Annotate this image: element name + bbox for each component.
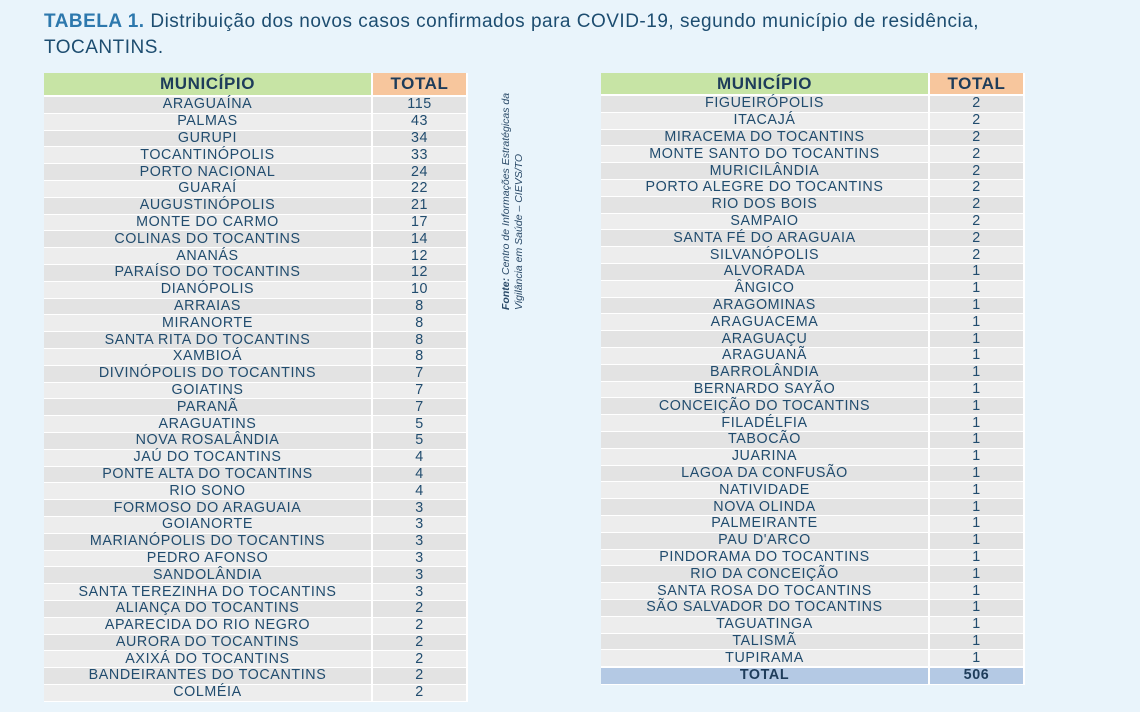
- total-cell: 1: [930, 634, 1025, 651]
- total-cell: 1: [930, 382, 1025, 399]
- total-cell: 3: [373, 500, 468, 517]
- table-row: [601, 482, 1025, 499]
- total-cell: 1: [930, 281, 1025, 298]
- table-row: [44, 97, 468, 114]
- table-row: [44, 349, 468, 366]
- table-row: [44, 215, 468, 232]
- municipio-cell: COLINAS DO TOCANTINS: [44, 231, 373, 248]
- total-cell: 1: [930, 432, 1025, 449]
- municipio-cell: ARAGUACEMA: [601, 314, 930, 331]
- total-cell: 1: [930, 314, 1025, 331]
- municipio-cell: SANTA RITA DO TOCANTINS: [44, 332, 373, 349]
- total-cell: 7: [373, 366, 468, 383]
- municipio-cell: ARRAIAS: [44, 299, 373, 316]
- municipio-cell: ITACAJÁ: [601, 113, 930, 130]
- total-cell: 1: [930, 466, 1025, 483]
- total-cell: 1: [930, 533, 1025, 550]
- total-cell: 33: [373, 147, 468, 164]
- total-cell: 2: [930, 146, 1025, 163]
- municipio-cell: MARIANÓPOLIS DO TOCANTINS: [44, 534, 373, 551]
- municipio-cell: ALIANÇA DO TOCANTINS: [44, 601, 373, 618]
- municipio-cell: ARAGUAÇU: [601, 331, 930, 348]
- total-cell: 2: [930, 113, 1025, 130]
- total-cell: 3: [373, 534, 468, 551]
- municipio-cell: PALMAS: [44, 114, 373, 131]
- table-row: [44, 315, 468, 332]
- total-cell: 2: [373, 635, 468, 652]
- table-row: [44, 114, 468, 131]
- total-cell: 21: [373, 198, 468, 215]
- total-cell: 1: [930, 415, 1025, 432]
- total-row: [601, 667, 1025, 685]
- source-text: Centro de Informações Estratégicas da Vigilância em Saúde – CIEVS/TO: [500, 92, 525, 310]
- municipio-cell: TALISMÃ: [601, 634, 930, 651]
- table-row: [601, 130, 1025, 147]
- municipio-cell: DIVINÓPOLIS DO TOCANTINS: [44, 366, 373, 383]
- total-cell: 12: [373, 248, 468, 265]
- table-row: [44, 651, 468, 668]
- table-row: [601, 634, 1025, 651]
- total-cell: 1: [930, 550, 1025, 567]
- table-row: [601, 449, 1025, 466]
- municipio-cell: SAMPAIO: [601, 214, 930, 231]
- table-row: [601, 264, 1025, 281]
- source-label: Fonte:: [500, 277, 512, 310]
- table-row: [601, 298, 1025, 315]
- total-cell: 2: [930, 230, 1025, 247]
- right-table-body: [601, 96, 1025, 667]
- table-row: [44, 433, 468, 450]
- total-cell: 8: [373, 315, 468, 332]
- municipio-cell: FORMOSO DO ARAGUAIA: [44, 500, 373, 517]
- municipio-cell: DIANÓPOLIS: [44, 282, 373, 299]
- table-row: [44, 450, 468, 467]
- municipio-cell: NOVA OLINDA: [601, 499, 930, 516]
- total-cell: 3: [373, 551, 468, 568]
- total-cell: 7: [373, 399, 468, 416]
- municipio-cell: PARAÍSO DO TOCANTINS: [44, 265, 373, 282]
- table-row: [601, 247, 1025, 264]
- municipio-cell: SANTA ROSA DO TOCANTINS: [601, 583, 930, 600]
- total-cell: 8: [373, 332, 468, 349]
- table-row: [601, 146, 1025, 163]
- table-row: [44, 299, 468, 316]
- table-row: [44, 198, 468, 215]
- total-cell: 2: [930, 163, 1025, 180]
- table-row: [601, 533, 1025, 550]
- total-cell: 1: [930, 499, 1025, 516]
- municipio-cell: SILVANÓPOLIS: [601, 247, 930, 264]
- table-row: [44, 517, 468, 534]
- table-title-tag: TABELA 1.: [44, 11, 145, 32]
- total-label: TOTAL: [601, 667, 930, 685]
- municipio-cell: PONTE ALTA DO TOCANTINS: [44, 467, 373, 484]
- table-row: [44, 383, 468, 400]
- table-row: [601, 550, 1025, 567]
- table-row: [44, 416, 468, 433]
- table-row: [44, 164, 468, 181]
- table-row: [44, 567, 468, 584]
- municipio-cell: ARAGUANÃ: [601, 348, 930, 365]
- table-row: [601, 230, 1025, 247]
- total-value: 506: [930, 667, 1025, 685]
- left-table-body: [44, 97, 468, 702]
- table-row: [44, 147, 468, 164]
- total-cell: 1: [930, 650, 1025, 667]
- total-cell: 7: [373, 383, 468, 400]
- left-table: [44, 73, 468, 702]
- table-row: [44, 668, 468, 685]
- header-municipio: MUNICÍPIO: [44, 73, 373, 97]
- table-row: [601, 650, 1025, 667]
- table-row: [601, 382, 1025, 399]
- total-cell: 8: [373, 349, 468, 366]
- municipio-cell: TAGUATINGA: [601, 617, 930, 634]
- municipio-cell: GOIATINS: [44, 383, 373, 400]
- municipio-cell: SÃO SALVADOR DO TOCANTINS: [601, 600, 930, 617]
- total-cell: 2: [930, 214, 1025, 231]
- total-cell: 4: [373, 483, 468, 500]
- table-row: [601, 163, 1025, 180]
- municipio-cell: PEDRO AFONSO: [44, 551, 373, 568]
- table-row: [44, 551, 468, 568]
- table-row: [44, 265, 468, 282]
- municipio-cell: ALVORADA: [601, 264, 930, 281]
- table-row: [44, 635, 468, 652]
- total-cell: 1: [930, 331, 1025, 348]
- total-cell: 43: [373, 114, 468, 131]
- table-row: [601, 96, 1025, 113]
- municipio-cell: FIGUEIRÓPOLIS: [601, 96, 930, 113]
- header-municipio: MUNICÍPIO: [601, 73, 930, 96]
- municipio-cell: RIO SONO: [44, 483, 373, 500]
- municipio-cell: TUPIRAMA: [601, 650, 930, 667]
- municipio-cell: MURICILÂNDIA: [601, 163, 930, 180]
- municipio-cell: CONCEIÇÃO DO TOCANTINS: [601, 398, 930, 415]
- table-row: [44, 248, 468, 265]
- table-row: [601, 197, 1025, 214]
- total-cell: 1: [930, 583, 1025, 600]
- table-row: [601, 214, 1025, 231]
- total-cell: 10: [373, 282, 468, 299]
- municipio-cell: BERNARDO SAYÃO: [601, 382, 930, 399]
- municipio-cell: GUARAÍ: [44, 181, 373, 198]
- total-cell: 2: [930, 180, 1025, 197]
- total-cell: 12: [373, 265, 468, 282]
- municipio-cell: AURORA DO TOCANTINS: [44, 635, 373, 652]
- total-cell: 22: [373, 181, 468, 198]
- municipio-cell: PORTO ALEGRE DO TOCANTINS: [601, 180, 930, 197]
- municipio-cell: PARANÃ: [44, 399, 373, 416]
- municipio-cell: AXIXÁ DO TOCANTINS: [44, 651, 373, 668]
- table-row: [601, 415, 1025, 432]
- total-cell: 2: [930, 130, 1025, 147]
- table-row: [601, 281, 1025, 298]
- right-table: [601, 73, 1025, 685]
- total-cell: 1: [930, 298, 1025, 315]
- table-row: [601, 348, 1025, 365]
- municipio-cell: JAÚ DO TOCANTINS: [44, 450, 373, 467]
- table-row: [601, 314, 1025, 331]
- table-row: [44, 399, 468, 416]
- table-row: [601, 432, 1025, 449]
- municipio-cell: GURUPI: [44, 131, 373, 148]
- municipio-cell: FILADÉLFIA: [601, 415, 930, 432]
- table-row: [44, 282, 468, 299]
- municipio-cell: SANDOLÂNDIA: [44, 567, 373, 584]
- table-row: [601, 331, 1025, 348]
- total-cell: 1: [930, 617, 1025, 634]
- municipio-cell: JUARINA: [601, 449, 930, 466]
- total-cell: 1: [930, 398, 1025, 415]
- table-row: [601, 516, 1025, 533]
- total-cell: 1: [930, 516, 1025, 533]
- total-cell: 1: [930, 348, 1025, 365]
- municipio-cell: BANDEIRANTES DO TOCANTINS: [44, 668, 373, 685]
- total-cell: 1: [930, 264, 1025, 281]
- total-cell: 24: [373, 164, 468, 181]
- municipio-cell: ARAGUAÍNA: [44, 97, 373, 114]
- total-cell: 2: [373, 651, 468, 668]
- table-row: [601, 617, 1025, 634]
- total-cell: 1: [930, 566, 1025, 583]
- total-cell: 2: [373, 685, 468, 702]
- total-cell: 2: [373, 668, 468, 685]
- table-row: [44, 534, 468, 551]
- table-title: [44, 9, 1104, 61]
- table-row: [44, 618, 468, 635]
- table-row: [44, 366, 468, 383]
- total-cell: 17: [373, 215, 468, 232]
- left-table-header-row: [44, 73, 468, 97]
- municipio-cell: XAMBIOÁ: [44, 349, 373, 366]
- municipio-cell: LAGOA DA CONFUSÃO: [601, 466, 930, 483]
- table-title-text: Distribuição dos novos casos confirmados para COVID-19, segundo município de residência, TOCANTINS.: [44, 11, 980, 58]
- header-total: TOTAL: [373, 73, 468, 97]
- table-row: [601, 180, 1025, 197]
- total-cell: 2: [373, 601, 468, 618]
- header-total: TOTAL: [930, 73, 1025, 96]
- municipio-cell: TOCANTINÓPOLIS: [44, 147, 373, 164]
- municipio-cell: MONTE DO CARMO: [44, 215, 373, 232]
- total-cell: 8: [373, 299, 468, 316]
- municipio-cell: PINDORAMA DO TOCANTINS: [601, 550, 930, 567]
- municipio-cell: PORTO NACIONAL: [44, 164, 373, 181]
- total-cell: 2: [373, 618, 468, 635]
- municipio-cell: MIRACEMA DO TOCANTINS: [601, 130, 930, 147]
- municipio-cell: ANANÁS: [44, 248, 373, 265]
- total-cell: 4: [373, 450, 468, 467]
- municipio-cell: SANTA FÉ DO ARAGUAIA: [601, 230, 930, 247]
- total-cell: 5: [373, 433, 468, 450]
- table-row: [44, 584, 468, 601]
- total-cell: 1: [930, 482, 1025, 499]
- municipio-cell: GOIANORTE: [44, 517, 373, 534]
- total-cell: 115: [373, 97, 468, 114]
- total-cell: 4: [373, 467, 468, 484]
- table-row: [44, 131, 468, 148]
- municipio-cell: BARROLÂNDIA: [601, 365, 930, 382]
- municipio-cell: ARAGUATINS: [44, 416, 373, 433]
- table-row: [44, 601, 468, 618]
- table-row: [44, 685, 468, 702]
- table-row: [601, 365, 1025, 382]
- table-row: [44, 483, 468, 500]
- total-cell: 34: [373, 131, 468, 148]
- municipio-cell: RIO DA CONCEIÇÃO: [601, 566, 930, 583]
- right-table-header-row: [601, 73, 1025, 96]
- municipio-cell: PALMEIRANTE: [601, 516, 930, 533]
- table-row: [44, 332, 468, 349]
- total-cell: 1: [930, 365, 1025, 382]
- total-cell: 2: [930, 247, 1025, 264]
- table-row: [601, 398, 1025, 415]
- source-note: [500, 70, 526, 310]
- municipio-cell: APARECIDA DO RIO NEGRO: [44, 618, 373, 635]
- table-row: [44, 467, 468, 484]
- table-row: [44, 500, 468, 517]
- table-row: [601, 466, 1025, 483]
- municipio-cell: SANTA TEREZINHA DO TOCANTINS: [44, 584, 373, 601]
- table-row: [601, 113, 1025, 130]
- table-row: [601, 499, 1025, 516]
- municipio-cell: RIO DOS BOIS: [601, 197, 930, 214]
- table-row: [44, 231, 468, 248]
- municipio-cell: ARAGOMINAS: [601, 298, 930, 315]
- total-cell: 5: [373, 416, 468, 433]
- municipio-cell: ÂNGICO: [601, 281, 930, 298]
- total-cell: 3: [373, 517, 468, 534]
- municipio-cell: TABOCÃO: [601, 432, 930, 449]
- total-cell: 14: [373, 231, 468, 248]
- municipio-cell: AUGUSTINÓPOLIS: [44, 198, 373, 215]
- table-row: [44, 181, 468, 198]
- total-cell: 1: [930, 449, 1025, 466]
- table-row: [601, 566, 1025, 583]
- municipio-cell: COLMÉIA: [44, 685, 373, 702]
- total-cell: 3: [373, 567, 468, 584]
- municipio-cell: PAU D'ARCO: [601, 533, 930, 550]
- municipio-cell: MONTE SANTO DO TOCANTINS: [601, 146, 930, 163]
- total-cell: 1: [930, 600, 1025, 617]
- table-row: [601, 583, 1025, 600]
- total-cell: 2: [930, 197, 1025, 214]
- total-cell: 3: [373, 584, 468, 601]
- municipio-cell: NATIVIDADE: [601, 482, 930, 499]
- municipio-cell: NOVA ROSALÂNDIA: [44, 433, 373, 450]
- table-row: [601, 600, 1025, 617]
- total-cell: 2: [930, 96, 1025, 113]
- municipio-cell: MIRANORTE: [44, 315, 373, 332]
